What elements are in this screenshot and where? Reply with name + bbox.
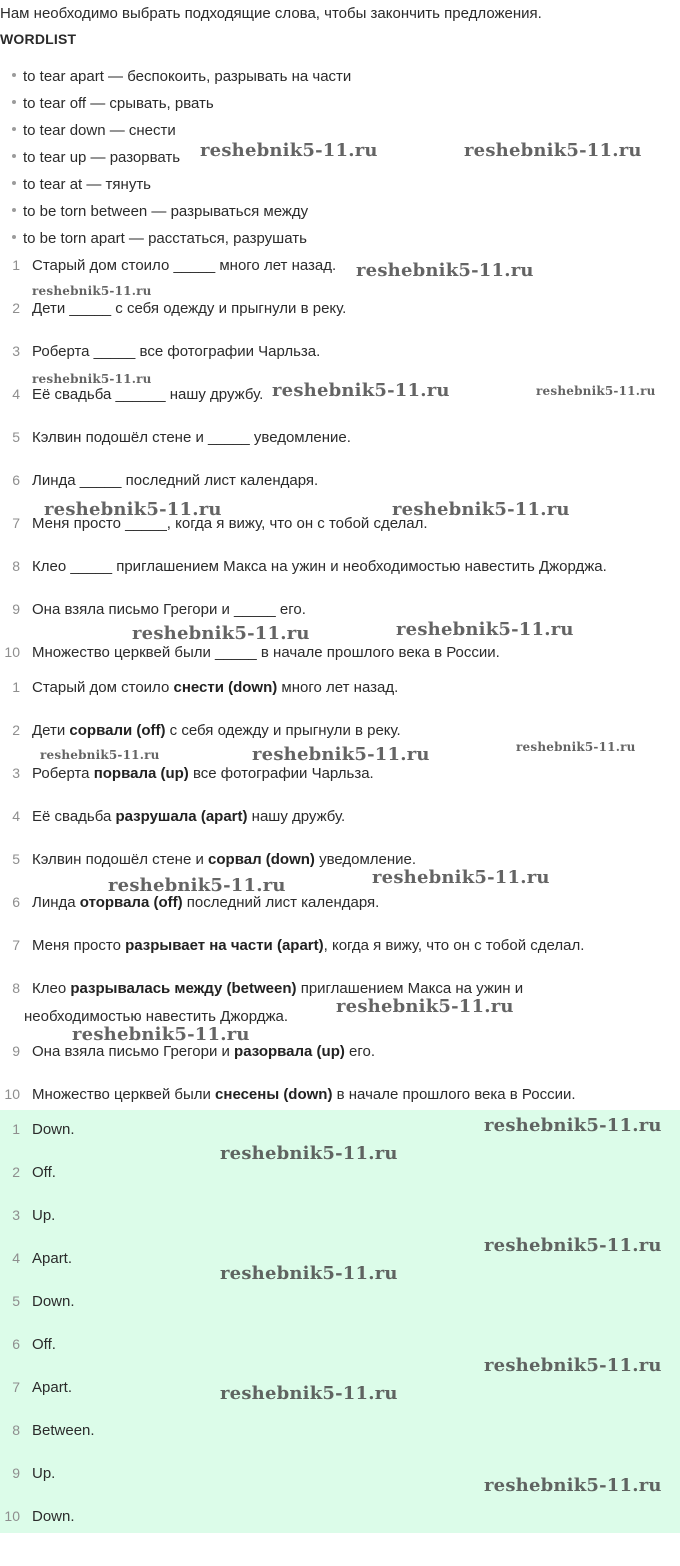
watermark: reshebnik5-11.ru [108, 875, 286, 896]
bullet-dot-icon [12, 235, 16, 239]
wordlist-title: WORDLIST [0, 31, 77, 47]
watermark: reshebnik5-11.ru [396, 619, 574, 640]
watermark: reshebnik5-11.ru [252, 744, 430, 765]
watermark: reshebnik5-11.ru [32, 372, 152, 386]
watermark: reshebnik5-11.ru [536, 384, 656, 398]
watermark: reshebnik5-11.ru [484, 1475, 662, 1496]
watermark: reshebnik5-11.ru [220, 1143, 398, 1164]
watermark: reshebnik5-11.ru [132, 623, 310, 644]
bullet-dot-icon [12, 127, 16, 131]
wordlist-item: to tear up — разорвать [12, 149, 180, 166]
watermark: reshebnik5-11.ru [220, 1383, 398, 1404]
bullet-dot-icon [12, 100, 16, 104]
short-answers-panel [0, 1110, 680, 1533]
watermark: reshebnik5-11.ru [32, 284, 152, 298]
watermark: reshebnik5-11.ru [464, 140, 642, 161]
bullet-dot-icon [12, 154, 16, 158]
watermark: reshebnik5-11.ru [484, 1235, 662, 1256]
wordlist-item: to tear off — срывать, рвать [12, 95, 214, 112]
wordlist-item: to tear at — тянуть [12, 176, 151, 193]
watermark: reshebnik5-11.ru [40, 748, 160, 762]
answer-phrase: сорвали (off) [69, 722, 166, 739]
answer-phrase: порвала (up) [93, 765, 189, 782]
answer-phrase: снесены (down) [215, 1086, 333, 1103]
bullet-dot-icon [12, 181, 16, 185]
wordlist-item: to tear down — снести [12, 122, 176, 139]
watermark: reshebnik5-11.ru [484, 1355, 662, 1376]
answer-phrase: разрывает на части (apart) [125, 937, 324, 954]
intro-text: Нам необходимо выбрать подходящие слова, чтобы закончить предложения. [0, 5, 542, 22]
bullet-dot-icon [12, 73, 16, 77]
answer-phrase: снести (down) [173, 679, 278, 696]
watermark: reshebnik5-11.ru [356, 260, 534, 281]
answer-phrase: разрушала (apart) [115, 808, 248, 825]
watermark: reshebnik5-11.ru [392, 499, 570, 520]
watermark: reshebnik5-11.ru [484, 1115, 662, 1136]
answer-phrase: оторвала (off) [79, 894, 183, 911]
bullet-dot-icon [12, 208, 16, 212]
watermark: reshebnik5-11.ru [200, 140, 378, 161]
watermark: reshebnik5-11.ru [72, 1024, 250, 1045]
wordlist-item: to be torn between — разрываться между [12, 203, 308, 220]
watermark: reshebnik5-11.ru [372, 867, 550, 888]
wordlist-item: to be torn apart — расстаться, разрушать [12, 230, 307, 247]
watermark: reshebnik5-11.ru [44, 499, 222, 520]
wordlist-item: to tear apart — беспокоить, разрывать на части [12, 68, 351, 85]
answer-phrase: разорвала (up) [234, 1043, 345, 1060]
watermark: reshebnik5-11.ru [272, 380, 450, 401]
answer-phrase: сорвал (down) [208, 851, 315, 868]
watermark: reshebnik5-11.ru [516, 740, 636, 754]
answer-phrase: разрывалась между (between) [70, 980, 297, 997]
watermark: reshebnik5-11.ru [336, 996, 514, 1017]
watermark: reshebnik5-11.ru [220, 1263, 398, 1284]
